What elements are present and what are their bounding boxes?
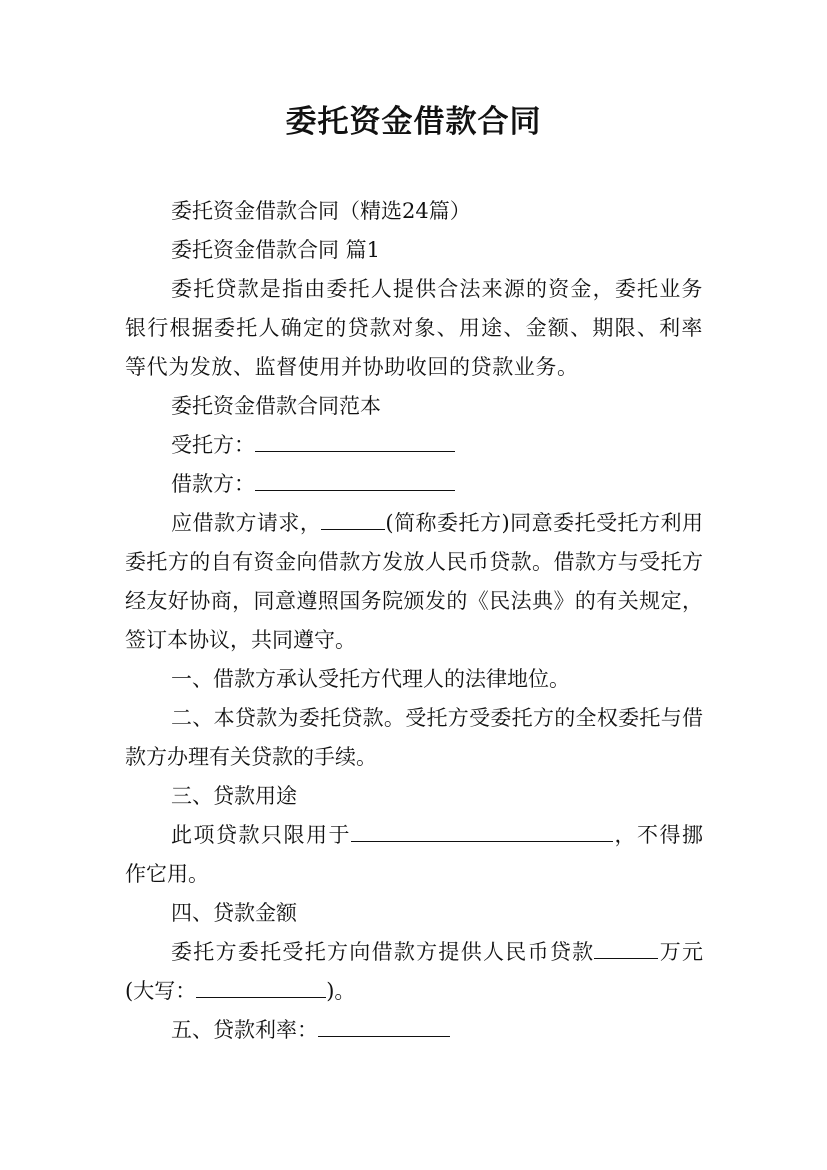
paragraph-preamble	[125, 504, 703, 660]
paragraph-text: 委托方委托受托方向借款方提供人民币贷款	[171, 940, 595, 964]
borrower-blank	[255, 489, 455, 491]
paragraph-borrower-line	[125, 465, 703, 504]
paragraph-text: (简称委托方)同意委托受托方利用委托方的自有资金向借款方发放人民币贷款。借款方与受托方经友好协商，同意遵照国务院颁发的《民法典》的有关规定，签订本协议，共同遵守。	[125, 511, 704, 652]
document-title: 委托资金借款合同	[285, 104, 542, 140]
amount-blank	[594, 957, 658, 959]
paragraph-text: 委托资金借款合同范本	[171, 394, 381, 418]
paragraph-loan-amount	[125, 933, 703, 1011]
interest-rate-blank	[318, 1035, 450, 1037]
paragraph-text: 二、本贷款为委托贷款。受托方受委托方的全权委托与借款方办理有关贷款的手续。	[125, 706, 703, 769]
paragraph-text: 万元(大写：	[125, 940, 704, 1003]
paragraph-text: 委托资金借款合同（精选24篇）	[171, 199, 471, 223]
entrustor-blank	[321, 528, 385, 530]
paragraph-trustee-line	[125, 426, 703, 465]
document-body	[125, 192, 703, 1050]
paragraph-text: ，不得挪作它用。	[125, 823, 703, 886]
loan-purpose-blank	[351, 840, 613, 842]
field-label: 受托方：	[171, 433, 255, 457]
paragraph-subtitle	[125, 192, 703, 231]
paragraph-clause-4-heading	[125, 894, 703, 933]
paragraph-template-heading	[125, 387, 703, 426]
paragraph-clause-5-interest	[125, 1011, 703, 1050]
field-label: 借款方：	[171, 472, 255, 496]
amount-in-words-blank	[196, 996, 326, 998]
paragraph-text: 一、借款方承认受托方代理人的法律地位。	[171, 667, 570, 691]
paragraph-text: 四、贷款金额	[171, 901, 297, 925]
paragraph-text: 委托资金借款合同 篇1	[171, 238, 381, 262]
paragraph-loan-purpose	[125, 816, 703, 894]
paragraph-text: 应借款方请求，	[171, 511, 322, 535]
paragraph-text: 此项贷款只限用于	[171, 823, 351, 847]
paragraph-clause-2	[125, 699, 703, 777]
paragraph-clause-1	[125, 660, 703, 699]
paragraph-definition	[125, 270, 703, 387]
paragraph-section-heading	[125, 231, 703, 270]
field-label: 五、贷款利率：	[171, 1018, 318, 1042]
paragraph-clause-3-heading	[125, 777, 703, 816]
paragraph-text: 三、贷款用途	[171, 784, 297, 808]
paragraph-text: 委托贷款是指由委托人提供合法来源的资金，委托业务银行根据委托人确定的贷款对象、用途、金额、期限、利率等代为发放、监督使用并协助收回的贷款业务。	[125, 277, 703, 379]
trustee-blank	[255, 450, 455, 452]
paragraph-text: )。	[326, 979, 356, 1003]
